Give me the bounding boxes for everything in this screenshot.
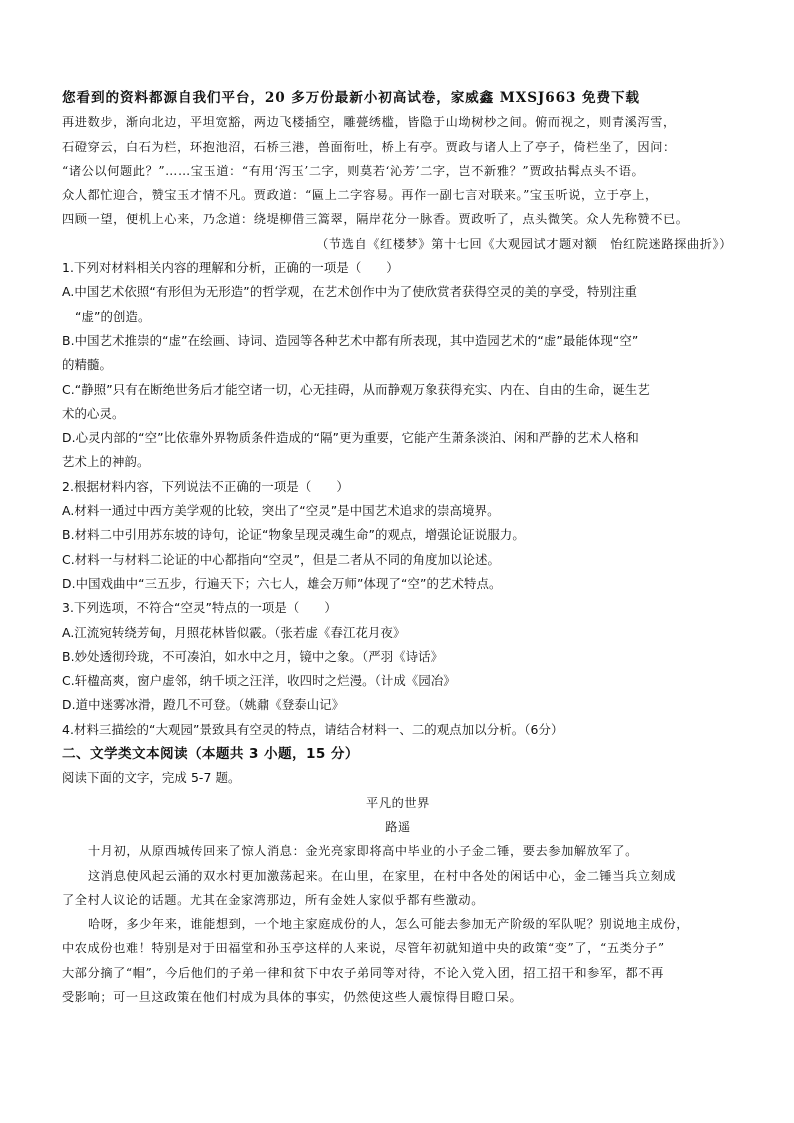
story-line: 哈呀，多少年来，谁能想到，一个地主家庭成份的人，怎么可能去参加无产阶级的军队呢？别说地主成份， xyxy=(88,917,690,932)
section-heading: 二、文学类文本阅读（本题共 3 小题，15 分） xyxy=(62,746,359,763)
q1-option-b: B.中国艺术推崇的“虚”在绘画、诗词、造园等各种艺术中都有所表现，其中造园艺术的“虚”最能体现“空” xyxy=(62,332,639,348)
story-line: 十月初，从原西城传回来了惊人消息：金光亮家即将高中毕业的小子金二锤，要去参加解放军了。 xyxy=(88,844,638,859)
excerpt-line: “诸公以何题此？”……宝玉道：“有用‘泻玉’二字，则莫若‘沁芳’二字，岂不新雅？”贾政拈髯点头不语。 xyxy=(62,163,645,178)
story-line: 大部分摘了“帽”，今后他们的子弟一律和贫下中农子弟同等对待，不论入党入团，招工招干和参军，都不再 xyxy=(62,965,664,980)
story-line: 中农成份也难！特别是对于田福堂和孙玉亭这样的人来说，尽管年初就知道中央的政策“变”了，“五类分子” xyxy=(62,941,665,956)
q1-option-a-cont: “虚”的创造。 xyxy=(75,308,151,324)
story-author: 路遥 xyxy=(385,819,411,834)
q1-option-b-cont: 的精髓。 xyxy=(62,357,112,373)
excerpt-line: 四顾一望，便机上心来，乃念道：绕堤柳借三篙翠，隔岸花分一脉香。贾政听了，点头微笑。众人先称赞不已。 xyxy=(62,212,689,227)
q3-stem: 3.下列选项，不符合“空灵”特点的一项是（ ） xyxy=(62,600,337,616)
q1-option-c-cont: 术的心灵。 xyxy=(62,405,125,421)
reading-instruction: 阅读下面的文字，完成 5-7 题。 xyxy=(62,770,241,786)
excerpt-line: 再进数步，渐向北边，平坦宽豁，两边飞楼插空，雕甍绣槛，皆隐于山坳树杪之间。俯而视之，则青溪泻雪， xyxy=(62,115,676,130)
q2-option-b: B.材料二中引用苏东坡的诗句，论证“物象呈现灵魂生命”的观点，增强论证说服力。 xyxy=(62,527,525,543)
story-title: 平凡的世界 xyxy=(366,795,430,810)
promo-banner: 您看到的资料都源自我们平台，20 多万份最新小初高试卷，家威鑫 MXSJ663 免费下载 xyxy=(62,90,640,106)
q1-option-d: D.心灵内部的“空”比依靠外界物质条件造成的“隔”更为重要，它能产生萧条淡泊、闲和严静的艺术人格和 xyxy=(62,430,639,446)
q2-option-a: A.材料一通过中西方美学观的比较，突出了“空灵”是中国艺术追求的崇高境界。 xyxy=(62,503,500,519)
q2-option-d: D.中国戏曲中“三五步，行遍天下；六七人，雄会万师”体现了“空”的艺术特点。 xyxy=(62,575,502,591)
excerpt-line: 众人都忙迎合，赞宝玉才情不凡。贾政道：“匾上二字容易。再作一副七言对联来。”宝玉听说，立于亭上， xyxy=(62,188,658,203)
q3-option-b: B.妙处透彻玲珑，不可凑泊，如水中之月，镜中之象。（严羽《诗话》 xyxy=(62,648,444,664)
story-line: 受影响；可一旦这政策在他们村成为具体的事实，仍然使这些人震惊得目瞪口呆。 xyxy=(62,989,523,1004)
excerpt-source: （节选自《红楼梦》第十七回《大观园试才题对额 怡红院迷路探曲折》） xyxy=(316,236,732,251)
q2-stem: 2.根据材料内容，下列说法不正确的一项是（ ） xyxy=(62,478,349,494)
q1-stem: 1.下列对材料相关内容的理解和分析，正确的一项是（ ） xyxy=(62,260,399,276)
q1-option-a: A.中国艺术依照“有形但为无形造”的哲学观，在艺术创作中为了使欣赏者获得空灵的美的享受，特别注重 xyxy=(62,284,638,300)
q3-option-c: C.轩楹高爽，窗户虚邻，纳千顷之汪洋，收四时之烂漫。（计成《园冶》 xyxy=(62,673,456,689)
q4-stem: 4.材料三描绘的“大观园”景致具有空灵的特点，请结合材料一、二的观点加以分析。（6分） xyxy=(62,721,564,737)
story-line: 了全村人议论的话题。尤其在金家湾那边，所有金姓人家似乎都有些激动。 xyxy=(62,892,484,907)
excerpt-line: 石磴穿云，白石为栏，环抱池沼，石桥三港，兽面衔吐，桥上有亭。贾政与诸人上了亭子，倚栏坐了，因问： xyxy=(62,139,676,154)
document-body xyxy=(62,86,734,1009)
q3-option-d: D.道中迷雾冰滑，蹬几不可登。（姚鼐《登泰山记》 xyxy=(62,697,345,713)
q3-option-a: A.江流宛转绕芳甸，月照花林皆似霰。（张若虚《春江花月夜》 xyxy=(62,624,406,640)
q2-option-c: C.材料一与材料二论证的中心都指向“空灵”，但是二者从不同的角度加以论述。 xyxy=(62,551,501,567)
q1-option-d-cont: 艺术上的神韵。 xyxy=(62,454,150,470)
q1-option-c: C.“静照”只有在断绝世务后才能空诸一切，心无挂碍，从而静观万象获得充实、内在、自由的生命，诞生艺 xyxy=(62,381,650,397)
story-line: 这消息使风起云涌的双水村更加激荡起来。在山里，在家里，在村中各处的闲话中心，金二锤当兵立刻成 xyxy=(88,868,677,883)
